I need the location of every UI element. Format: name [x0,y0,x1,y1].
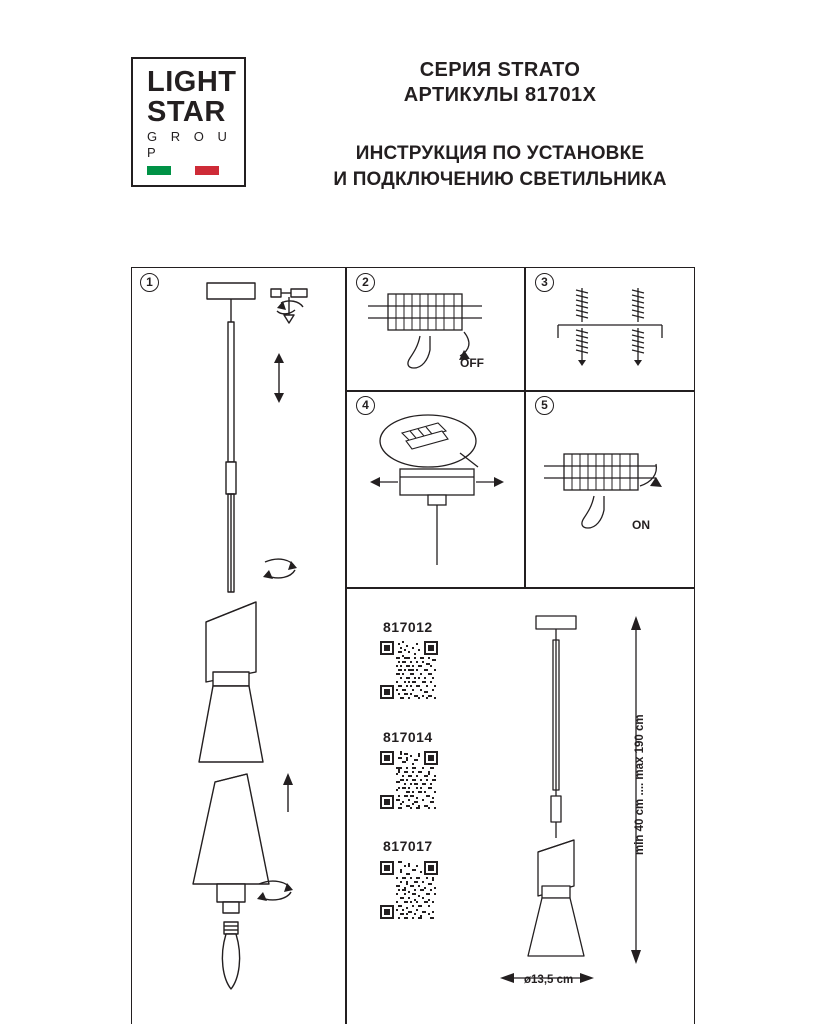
step-number-3: 3 [535,273,554,292]
article-label: АРТИКУЛЫ 81701X [403,84,597,106]
divider-h-step2 [345,390,695,392]
divider-h-step4 [345,587,695,589]
step-number-1: 1 [140,273,159,292]
step-number-5: 5 [535,396,554,415]
logo-line-1: LIGHT [147,66,237,98]
document-title-line-1: ИНСТРУКЦИЯ ПО УСТАНОВКЕ [355,143,645,164]
article-code-3: 817017 [383,838,433,854]
step-2-caption: OFF [460,356,484,370]
panel-dimensions-lamp [490,600,690,1020]
step-number-4: 4 [356,396,375,415]
qr-code-2 [380,751,438,809]
italy-flag-icon [147,166,219,175]
divider-vertical-main [345,267,347,1024]
diameter-dimension-label: ø13,5 cm [524,974,574,986]
qr-code-1 [380,641,438,699]
article-code-2: 817014 [383,729,433,745]
step-5-caption: ON [632,518,650,532]
panel-3-mounting-screws [540,280,690,380]
logo-line-2: STAR [147,96,226,128]
logo-group-text: G R O U P [147,129,232,160]
panel-4-canopy-mount [360,405,520,580]
step-number-2: 2 [356,273,375,292]
logo-text-block [147,67,247,163]
article-code-1: 817012 [383,619,433,635]
header-text [300,58,700,193]
panel-1-lamp-drawing [131,267,345,1024]
divider-vertical-steps [524,267,526,587]
height-dimension-label: min 40 cm .... max 190 cm [634,714,646,855]
document-title-line-2: И ПОДКЛЮЧЕНИЮ СВЕТИЛЬНИКА [333,169,667,190]
qr-code-3 [380,861,438,919]
series-label: СЕРИЯ STRATO [419,59,581,81]
panel-5-terminal-on [538,440,688,540]
panel-2-terminal-off [360,280,510,380]
brand-logo [131,57,246,187]
